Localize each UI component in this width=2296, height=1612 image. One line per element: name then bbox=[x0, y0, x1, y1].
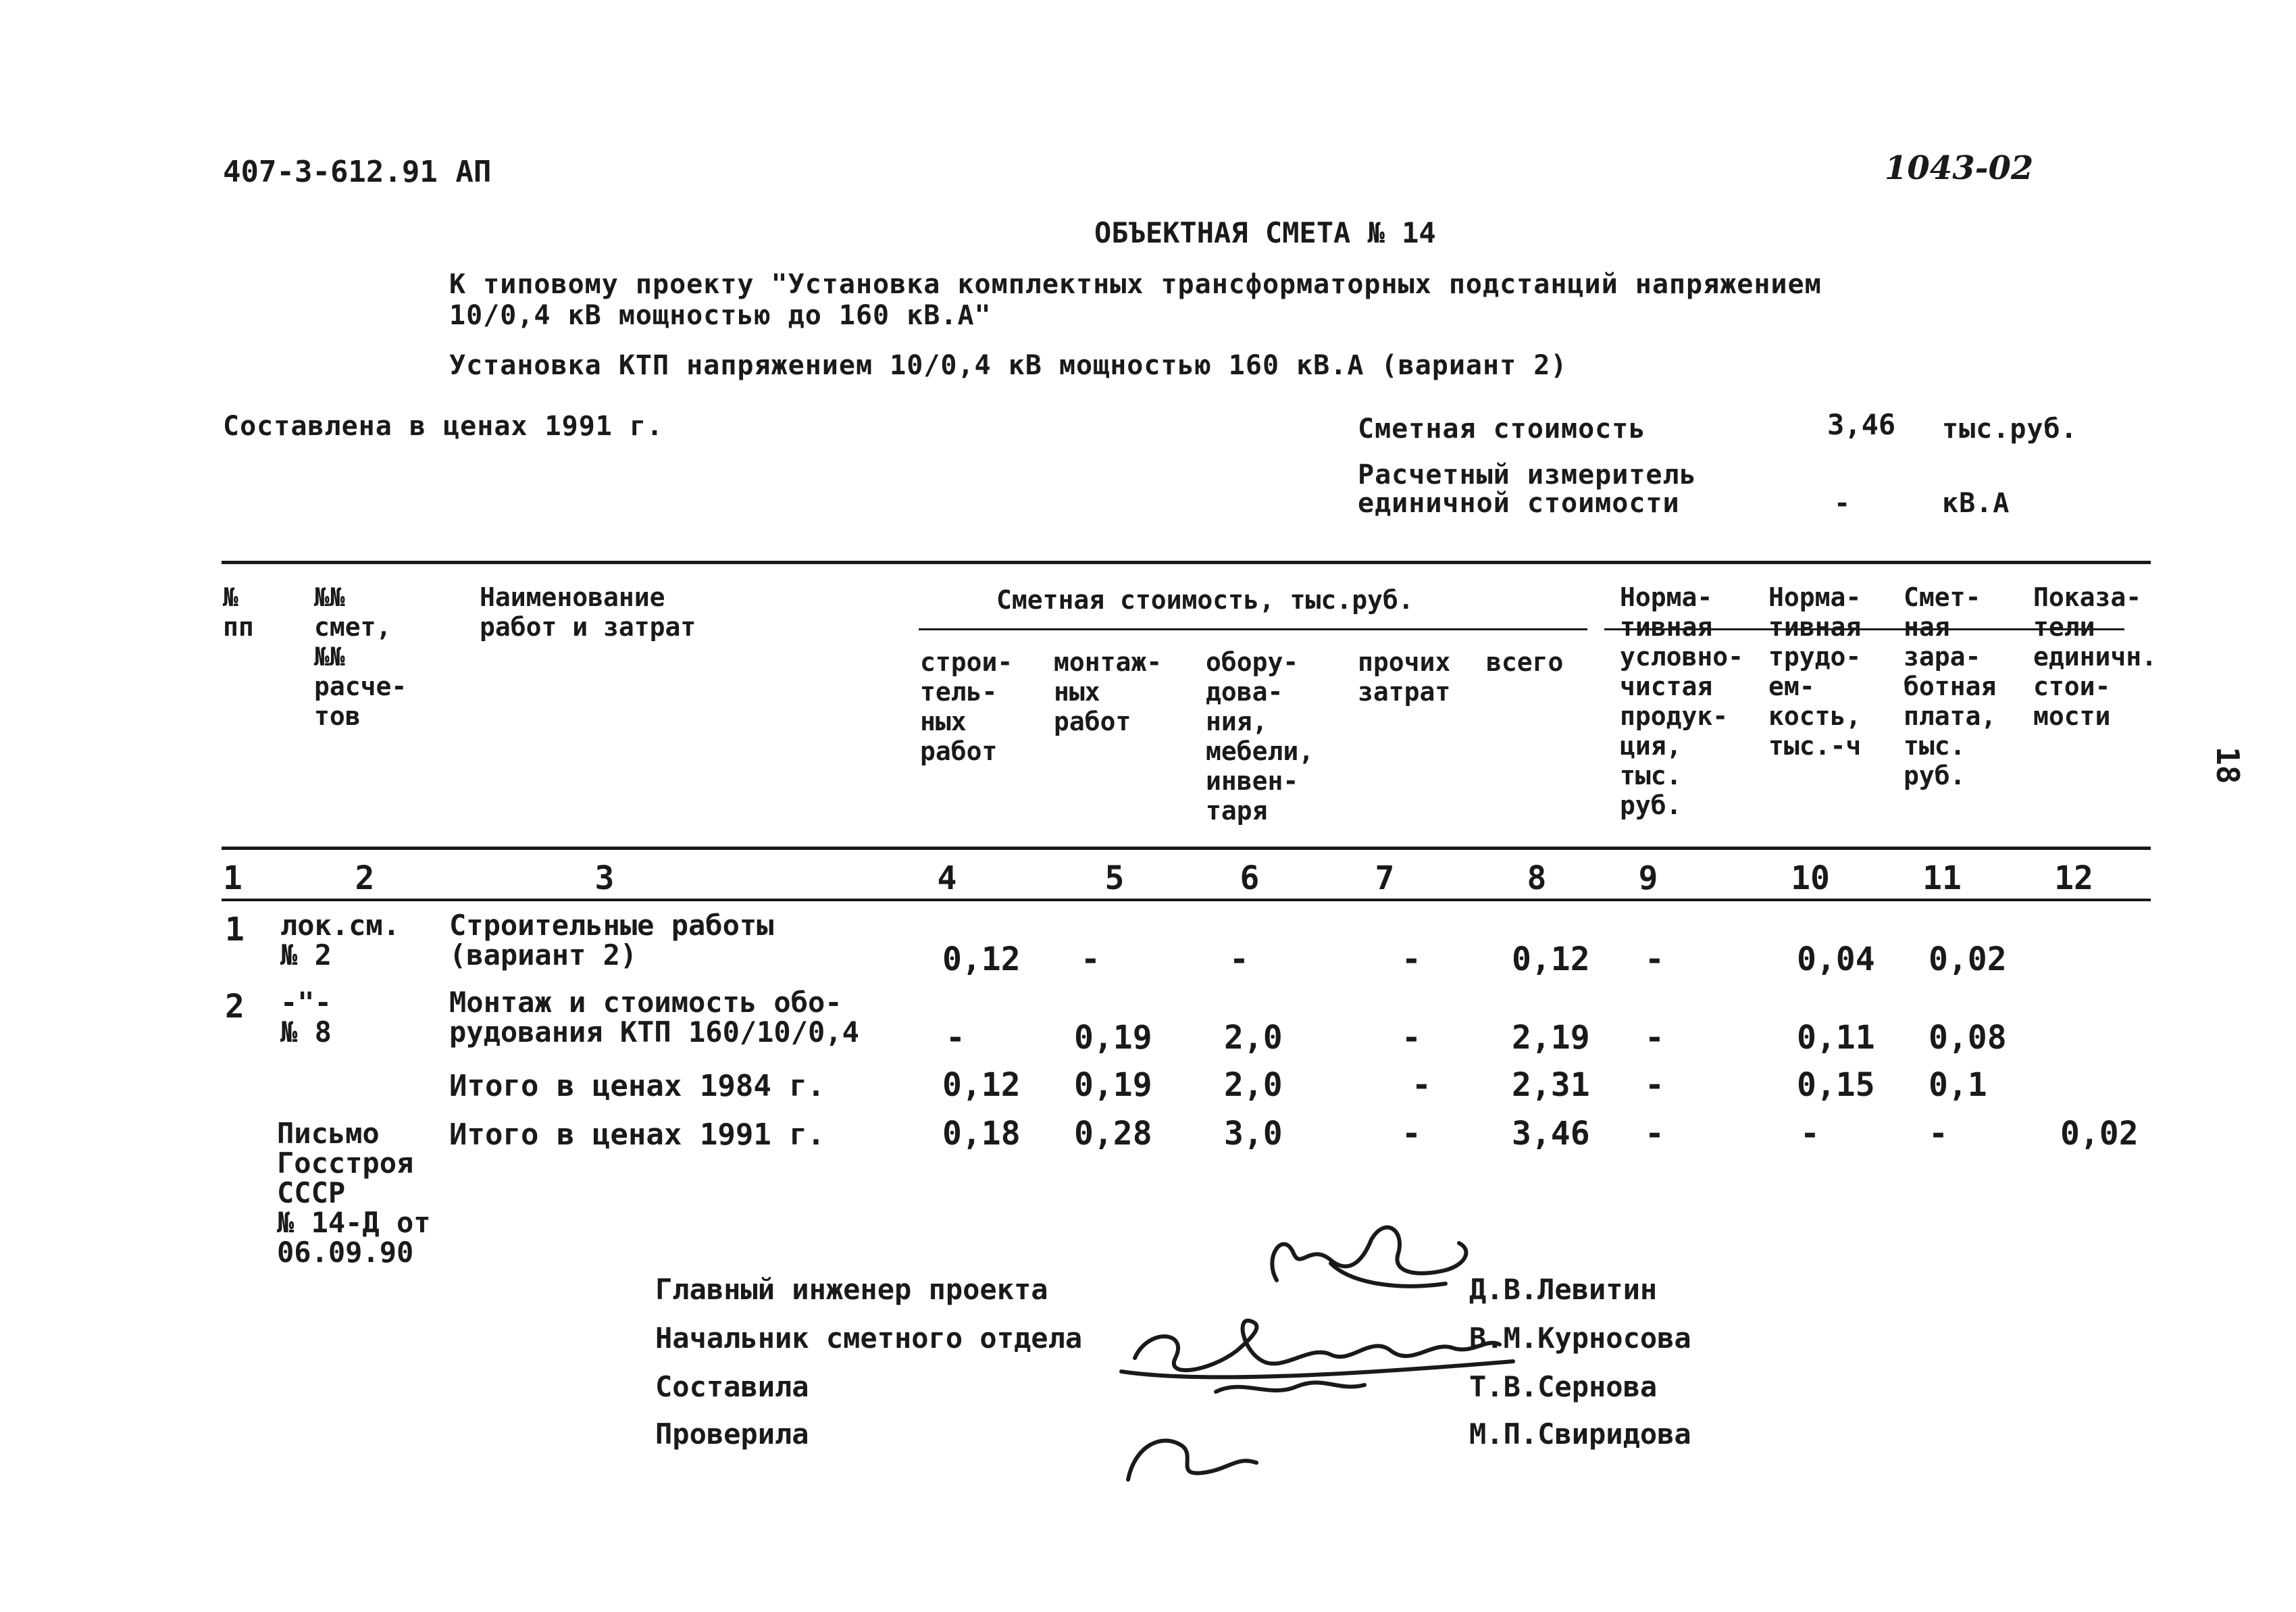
cell-wages: - bbox=[1929, 1115, 1948, 1153]
meter-value: - bbox=[1834, 488, 1852, 519]
column-numbers-rule bbox=[222, 899, 2151, 901]
cell-net-product: - bbox=[1645, 1019, 1664, 1057]
compiled-prices: Составлена в ценах 1991 г. bbox=[223, 411, 664, 442]
cell-other: - bbox=[1402, 1019, 1421, 1057]
header-cost-group: Сметная стоимость, тыс.руб. bbox=[996, 585, 1414, 615]
cell-construction: 0,12 bbox=[942, 940, 1021, 978]
handwritten-number: 1043-02 bbox=[1885, 149, 2034, 187]
cell-labor: 0,11 bbox=[1797, 1019, 1875, 1057]
cell-other: - bbox=[1412, 1066, 1431, 1104]
cell-equipment: - bbox=[1229, 940, 1249, 978]
cell-total: 2,31 bbox=[1512, 1066, 1590, 1104]
row-name: Итого в ценах 1984 г. bbox=[449, 1069, 825, 1103]
header-col-11: Смет- ная зара- ботная плата, тыс. руб. bbox=[1904, 582, 1997, 790]
cell-unit-cost: 0,02 bbox=[2060, 1115, 2139, 1153]
cell-total: 3,46 bbox=[1512, 1115, 1590, 1153]
column-number: 12 bbox=[2054, 859, 2093, 897]
cell-installation: 0,19 bbox=[1074, 1019, 1152, 1057]
project-line-2: 10/0,4 кВ мощностью до 160 кВ.А" bbox=[449, 300, 992, 331]
meter-label-1: Расчетный измеритель bbox=[1358, 459, 1697, 490]
project-code: 407-3-612.91 АП bbox=[223, 155, 492, 189]
column-number: 5 bbox=[1104, 859, 1125, 897]
cell-installation: 0,19 bbox=[1074, 1066, 1152, 1104]
cell-labor: 0,15 bbox=[1797, 1066, 1875, 1104]
cell-construction: - bbox=[946, 1019, 965, 1057]
signature-name: М.П.Свиридова bbox=[1469, 1417, 1691, 1451]
header-col-1: № пп bbox=[223, 582, 254, 642]
cell-wages: 0,08 bbox=[1929, 1019, 2007, 1057]
column-number: 8 bbox=[1527, 859, 1547, 897]
header-bottom-rule bbox=[222, 847, 2151, 850]
header-col-3: Наименование работ и затрат bbox=[480, 582, 696, 642]
row-ref: -"- № 8 bbox=[280, 986, 332, 1049]
signature-role: Составила bbox=[655, 1370, 809, 1403]
meter-unit: кВ.А bbox=[1942, 488, 2010, 519]
signature-role: Главный инженер проекта bbox=[655, 1273, 1048, 1306]
header-col-10: Норма- тивная трудо- ем- кость, тыс.-ч bbox=[1768, 582, 1862, 761]
column-number: 4 bbox=[937, 859, 957, 897]
cell-construction: 0,12 bbox=[942, 1066, 1021, 1104]
signature-role: Проверила bbox=[655, 1417, 809, 1451]
cell-equipment: 2,0 bbox=[1224, 1066, 1283, 1104]
signature-name: Д.В.Левитин bbox=[1469, 1273, 1658, 1306]
cell-installation: 0,28 bbox=[1074, 1115, 1152, 1153]
signature-role: Начальник сметного отдела bbox=[655, 1321, 1083, 1355]
header-col-4: строи- тель- ных работ bbox=[920, 647, 1013, 766]
header-col-9: Норма- тивная условно- чистая продук- ция, тыс. руб. bbox=[1620, 582, 1744, 820]
cell-net-product: - bbox=[1645, 1115, 1664, 1153]
cell-wages: 0,1 bbox=[1929, 1066, 1987, 1104]
column-number: 2 bbox=[355, 859, 375, 897]
column-number: 6 bbox=[1240, 859, 1260, 897]
cell-labor: - bbox=[1800, 1115, 1820, 1153]
column-number: 1 bbox=[223, 859, 243, 897]
cell-installation: - bbox=[1081, 940, 1100, 978]
row-name: Итого в ценах 1991 г. bbox=[449, 1117, 825, 1152]
header-col-6: обору- дова- ния, мебели, инвен- таря bbox=[1206, 647, 1315, 826]
header-col-12: Показа- тели единичн. стои- мости bbox=[2033, 582, 2158, 731]
group-rule bbox=[919, 628, 1587, 630]
column-number: 9 bbox=[1638, 859, 1658, 897]
column-number: 3 bbox=[594, 859, 615, 897]
cost-unit: тыс.руб. bbox=[1942, 413, 2078, 445]
header-col-8: всего bbox=[1486, 647, 1564, 677]
table-top-rule bbox=[222, 561, 2151, 564]
column-number: 11 bbox=[1922, 859, 1962, 897]
project-line-1: К типовому проекту "Установка комплектных трансформаторных подстанций напряжением bbox=[449, 269, 1822, 300]
row-ref: лок.см. № 2 bbox=[280, 909, 401, 972]
cell-construction: 0,18 bbox=[942, 1115, 1021, 1153]
cost-value: 3,46 bbox=[1827, 408, 1896, 441]
row-name: Монтаж и стоимость обо- рудования КТП 160/10/0,4 bbox=[449, 986, 859, 1049]
header-col-2: №№ смет, №№ расче- тов bbox=[314, 582, 407, 731]
column-number: 10 bbox=[1791, 859, 1830, 897]
signature-name: Т.В.Сернова bbox=[1469, 1370, 1658, 1403]
cell-equipment: 2,0 bbox=[1224, 1019, 1283, 1057]
meter-label-2: единичной стоимости bbox=[1358, 488, 1680, 519]
cell-wages: 0,02 bbox=[1929, 940, 2007, 978]
estimate-title: ОБЪЕКТНАЯ СМЕТА № 14 bbox=[1094, 216, 1436, 249]
cell-total: 2,19 bbox=[1512, 1019, 1590, 1057]
header-col-5: монтаж- ных работ bbox=[1054, 647, 1163, 736]
cell-other: - bbox=[1402, 940, 1421, 978]
row-index: 1 bbox=[225, 911, 245, 949]
subtitle: Установка КТП напряжением 10/0,4 кВ мощностью 160 кВ.А (вариант 2) bbox=[449, 350, 1568, 381]
row-name: Строительные работы (вариант 2) bbox=[449, 909, 774, 972]
row-index: 2 bbox=[225, 988, 245, 1026]
cell-net-product: - bbox=[1645, 940, 1664, 978]
cell-equipment: 3,0 bbox=[1224, 1115, 1283, 1153]
signature-name: В.М.Курносова bbox=[1469, 1321, 1691, 1355]
row-ref: Письмо Госстроя СССР № 14-Д от 06.09.90 bbox=[277, 1117, 431, 1269]
cell-labor: 0,04 bbox=[1797, 940, 1875, 978]
column-number: 7 bbox=[1375, 859, 1395, 897]
cell-net-product: - bbox=[1645, 1066, 1664, 1104]
header-col-7: прочих затрат bbox=[1358, 647, 1451, 707]
cell-total: 0,12 bbox=[1512, 940, 1590, 978]
page-number: 18 bbox=[2210, 747, 2246, 784]
handwritten-signatures bbox=[1108, 1189, 1527, 1486]
cost-label: Сметная стоимость bbox=[1358, 413, 1646, 445]
cell-other: - bbox=[1402, 1115, 1421, 1153]
